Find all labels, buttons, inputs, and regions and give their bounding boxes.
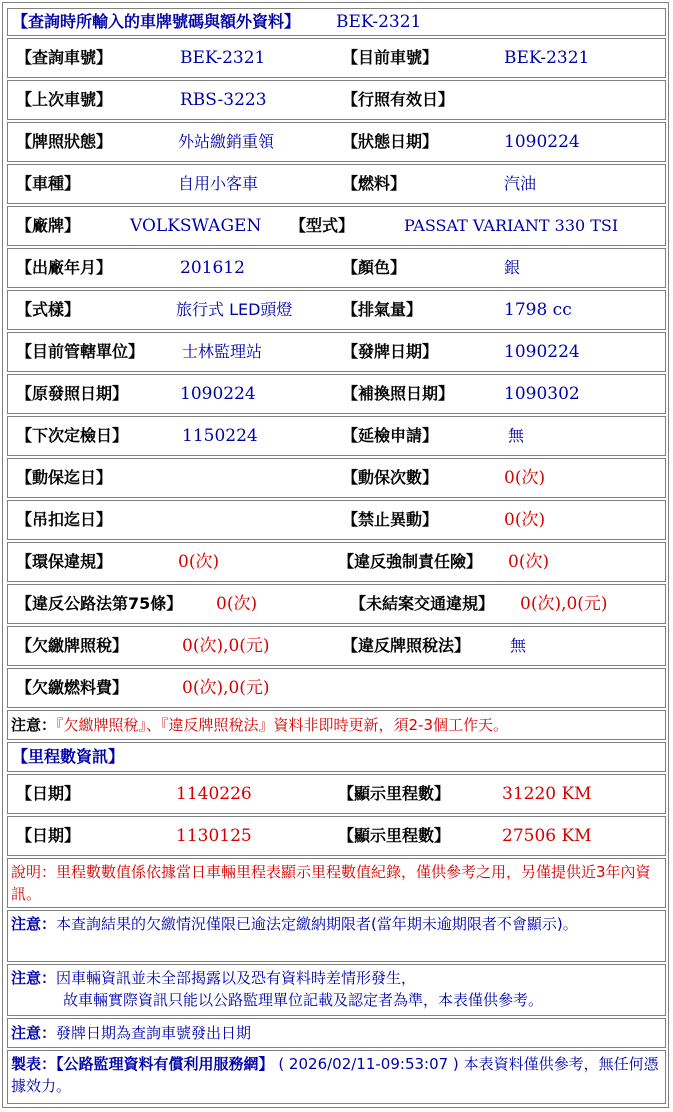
value-jurisdiction: 士林監理站	[182, 342, 263, 361]
label-query-plate: 【查詢車號】	[16, 48, 113, 67]
row-highway-law	[7, 584, 666, 624]
value-insurance-violation: 0(次)	[508, 552, 550, 572]
row-query-plate	[7, 38, 666, 78]
value-reissue-date: 1090302	[504, 384, 580, 404]
label-mileage-date: 【日期】	[16, 784, 81, 803]
footer-text: 本表資料僅供參考，無任何憑據效力。	[11, 1055, 659, 1095]
label-manufacture-date: 【出廠年月】	[16, 258, 113, 277]
value-fuel: 汽油	[504, 174, 537, 193]
value-issue-date: 1090224	[504, 342, 580, 362]
notice-tax-update-label: 注意：	[11, 716, 57, 734]
notice-arrears	[7, 910, 666, 962]
value-inspection-extension: 無	[508, 426, 525, 445]
value-vehicle-type: 自用小客車	[178, 174, 259, 193]
value-query-plate: BEK-2321	[180, 48, 266, 68]
label-unpaid-fuel-fee: 【欠繳燃料費】	[16, 678, 129, 697]
query-title-row	[7, 8, 666, 36]
value-transfer-prohibited: 0(次)	[504, 510, 546, 530]
value-unpaid-fuel-fee: 0(次),0(元)	[182, 678, 270, 698]
label-brand: 【廠牌】	[16, 216, 81, 235]
row-next-inspection	[7, 416, 666, 456]
value-status-date: 1090224	[504, 132, 580, 152]
mileage-row	[7, 816, 666, 856]
value-previous-plate: RBS-3223	[180, 90, 267, 110]
value-current-plate: BEK-2321	[504, 48, 590, 68]
mileage-header	[7, 742, 666, 772]
label-fuel: 【燃料】	[342, 174, 407, 193]
label-mileage-date: 【日期】	[16, 826, 81, 845]
footer-service-name: 【公路監理資料有償利用服務網】	[56, 1055, 274, 1073]
row-previous-plate	[7, 80, 666, 120]
footer-timestamp: ( 2026/02/11-09:53:07 )	[278, 1055, 459, 1073]
value-mileage-reading: 27506 KM	[502, 826, 592, 846]
label-issue-date: 【發牌日期】	[342, 342, 439, 361]
row-vehicle-type	[7, 164, 666, 204]
row-manufacture-date	[7, 248, 666, 288]
row-fuel-fee	[7, 668, 666, 708]
notice-issue-date-label: 注意：	[11, 1024, 57, 1042]
value-manufacture-date: 201612	[180, 258, 245, 278]
value-highway-law-violation: 0(次)	[216, 594, 258, 614]
label-current-plate: 【目前車號】	[342, 48, 439, 67]
label-inspection-extension: 【延檢申請】	[342, 426, 439, 445]
value-open-traffic-violation: 0(次),0(元)	[520, 594, 608, 614]
label-jurisdiction: 【目前管轄單位】	[16, 342, 145, 361]
value-displacement: 1798 cc	[504, 300, 572, 320]
notice-arrears-text: 本查詢結果的欠繳情況僅限已逾法定繳納期限者(當年期未逾期限者不會顯示)。	[56, 915, 578, 933]
value-brand: VOLKSWAGEN	[130, 216, 262, 236]
label-transfer-prohibited: 【禁止異動】	[342, 510, 439, 529]
notice-tax-update-text: 『欠繳牌照稅』、『違反牌照稅法』資料非即時更新，須2-3個工作天。	[56, 716, 509, 734]
row-suspension	[7, 500, 666, 540]
row-jurisdiction	[7, 332, 666, 372]
row-plate-status	[7, 122, 666, 162]
value-unpaid-license-tax: 0(次),0(元)	[182, 636, 270, 656]
label-vehicle-type: 【車種】	[16, 174, 81, 193]
value-mileage-reading: 31220 KM	[502, 784, 592, 804]
label-suspension-end: 【吊扣迄日】	[16, 510, 113, 529]
row-environmental	[7, 542, 666, 582]
notice-disclaimer-label: 注意：	[11, 969, 57, 987]
notice-tax-update	[7, 710, 666, 740]
label-unpaid-license-tax: 【欠繳牌照稅】	[16, 636, 129, 655]
notice-disclaimer	[7, 964, 666, 1016]
label-status-date: 【狀態日期】	[342, 132, 439, 151]
notice-disclaimer-line2: 故車輛實際資訊只能以公路監理單位記載及認定者為準，本表僅供參考。	[63, 991, 544, 1009]
label-plate-status: 【牌照狀態】	[16, 132, 113, 151]
label-body-style: 【式樣】	[16, 300, 81, 319]
label-highway-law-violation: 【違反公路法第75條】	[16, 594, 183, 613]
report-footer	[7, 1050, 666, 1104]
notice-issue-date	[7, 1018, 666, 1048]
label-chattel-mortgage-end: 【動保迄日】	[16, 468, 113, 487]
value-plate-status: 外站繳銷重領	[178, 132, 275, 151]
row-original-license-date	[7, 374, 666, 414]
label-environmental-violation: 【環保違規】	[16, 552, 113, 571]
mileage-header-label: 【里程數資訊】	[12, 747, 125, 766]
footer-label: 製表：	[11, 1055, 57, 1073]
row-body-style	[7, 290, 666, 330]
label-color: 【顏色】	[342, 258, 407, 277]
notice-arrears-label: 注意：	[11, 915, 57, 933]
label-mileage-reading: 【顯示里程數】	[338, 784, 451, 803]
label-model: 【型式】	[290, 216, 355, 235]
mileage-explanation	[7, 858, 666, 908]
value-chattel-mortgage-count: 0(次)	[504, 468, 546, 488]
label-previous-plate: 【上次車號】	[16, 90, 113, 109]
value-original-license-date: 1090224	[180, 384, 256, 404]
notice-issue-date-text: 發牌日期為查詢車號發出日期	[56, 1024, 252, 1042]
label-next-inspection: 【下次定檢日】	[16, 426, 129, 445]
label-insurance-violation: 【違反強制責任險】	[338, 552, 483, 571]
query-title-plate: BEK-2321	[336, 12, 422, 32]
value-body-style: 旅行式 LED頭燈	[176, 300, 293, 319]
label-original-license-date: 【原發照日期】	[16, 384, 129, 403]
mileage-explanation-text: 說明：里程數數值係依據當日車輛里程表顯示里程數值紀錄，僅供參考之用，另僅提供近3年內資訊。	[11, 863, 651, 903]
label-mileage-reading: 【顯示里程數】	[338, 826, 451, 845]
label-license-tax-law-violation: 【違反牌照稅法】	[342, 636, 471, 655]
row-brand	[7, 206, 666, 246]
label-chattel-mortgage-count: 【動保次數】	[342, 468, 439, 487]
value-mileage-date: 1140226	[176, 784, 252, 804]
label-displacement: 【排氣量】	[342, 300, 423, 319]
mileage-row	[7, 774, 666, 814]
label-reissue-date: 【補換照日期】	[342, 384, 455, 403]
value-environmental-violation: 0(次)	[178, 552, 220, 572]
value-model: PASSAT VARIANT 330 TSI	[404, 216, 619, 235]
value-color: 銀	[504, 258, 521, 277]
row-chattel-mortgage	[7, 458, 666, 498]
notice-disclaimer-line1: 因車輛資訊並未全部揭露以及恐有資料時差情形發生，	[56, 969, 417, 987]
label-open-traffic-violation: 【未結案交通違規】	[350, 594, 495, 613]
label-license-valid-date: 【行照有效日】	[342, 90, 455, 109]
value-license-tax-law-violation: 無	[510, 636, 527, 655]
value-mileage-date: 1130125	[176, 826, 252, 846]
query-title-label: 【查詢時所輸入的車牌號碼與額外資料】	[12, 12, 301, 31]
row-license-tax	[7, 626, 666, 666]
value-next-inspection: 1150224	[182, 426, 258, 446]
